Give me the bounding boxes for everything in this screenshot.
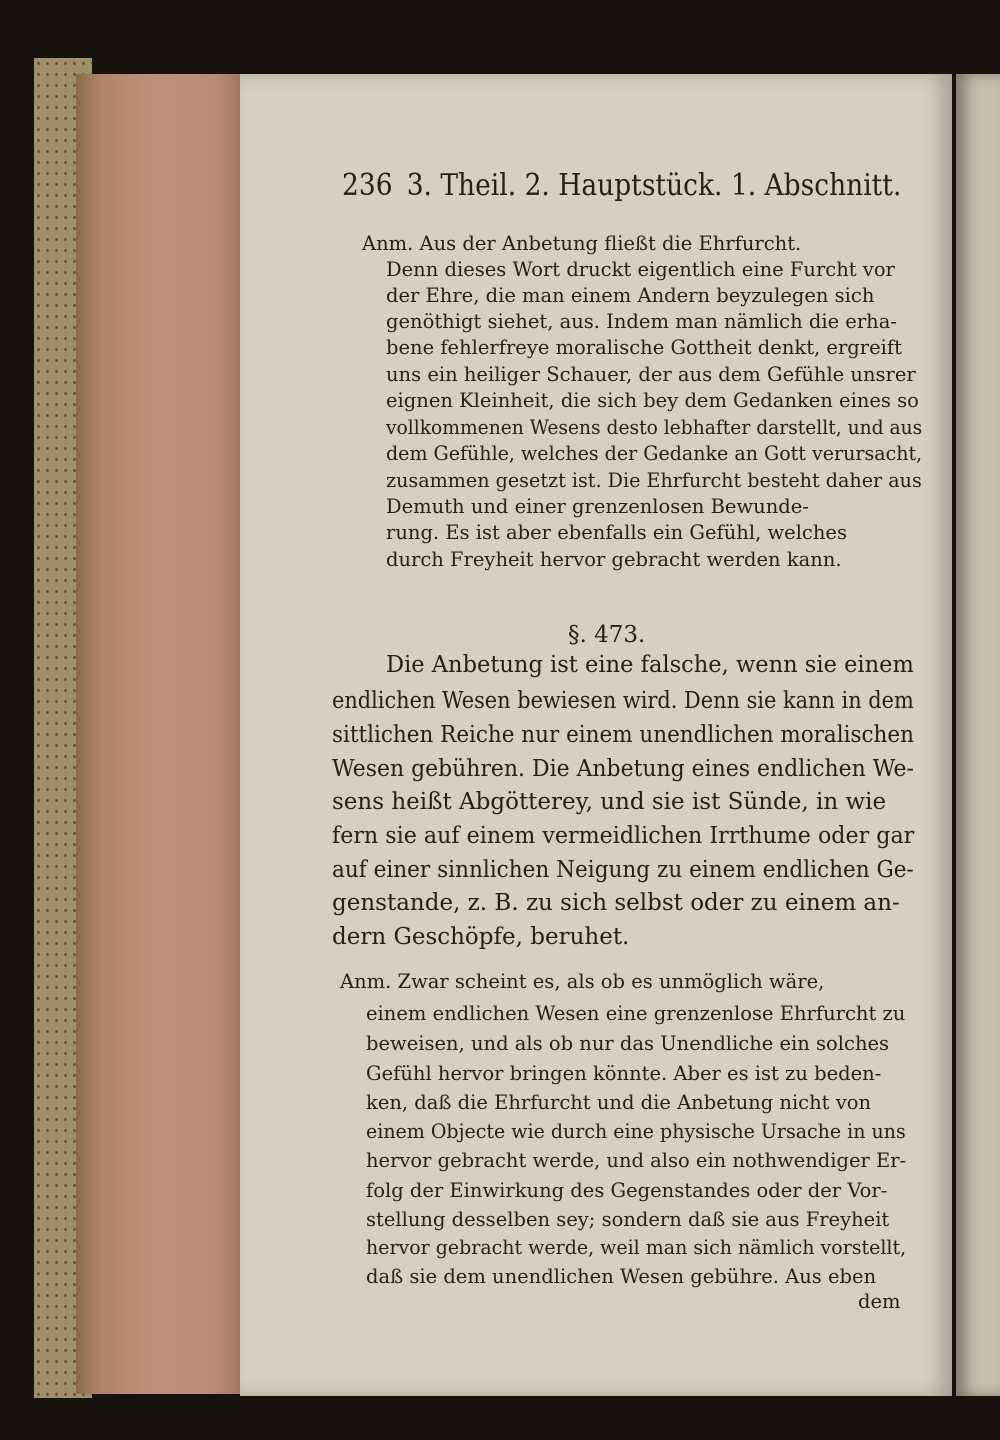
- annotation-line: bene fehlerfreye moralische Gottheit denkt, ergreift: [386, 336, 902, 359]
- page-block-edge: [76, 74, 244, 1394]
- annotation-line: Anm. Zwar scheint es, als ob es unmöglich wäre,: [340, 970, 825, 993]
- annotation-line: folg der Einwirkung des Gegenstandes oder der Vor-: [366, 1179, 888, 1202]
- body-line: dern Geschöpfe, beruhet.: [332, 924, 630, 950]
- annotation-line: einem endlichen Wesen eine grenzenlose Ehrfurcht zu: [366, 1002, 906, 1025]
- annotation-line: beweisen, und als ob nur das Unendliche ein solches: [366, 1032, 890, 1055]
- body-line: genstande, z. B. zu sich selbst oder zu einem an-: [332, 890, 900, 916]
- annotation-line: dem Gefühle, welches der Gedanke an Gott verursacht,: [386, 442, 923, 465]
- annotation-line: vollkommenen Wesens desto lebhafter darstellt, und aus: [386, 416, 923, 439]
- annotation-line: stellung desselben sey; sondern daß sie aus Freyheit: [366, 1208, 890, 1231]
- annotation-line: durch Freyheit hervor gebracht werden kann.: [386, 548, 842, 571]
- body-line: Die Anbetung ist eine falsche, wenn sie einem: [386, 652, 914, 678]
- body-line: auf einer sinnlichen Neigung zu einem endlichen Ge-: [332, 857, 914, 883]
- page-number: 236: [342, 168, 393, 203]
- catchword: dem: [858, 1290, 901, 1313]
- annotation-line: uns ein heiliger Schauer, der aus dem Gefühle unsrer: [386, 363, 916, 386]
- body-line: sittlichen Reiche nur einem unendlichen moralischen: [332, 722, 914, 748]
- annotation-line: daß sie dem unendlichen Wesen gebühre. Aus eben: [366, 1265, 877, 1288]
- running-header: [342, 168, 902, 203]
- body-line: fern sie auf einem vermeidlichen Irrthume oder gar: [332, 823, 915, 849]
- annotation-line: rung. Es ist aber ebenfalls ein Gefühl, welches: [386, 521, 847, 544]
- annotation-line: Gefühl hervor bringen könnte. Aber es ist zu beden-: [366, 1062, 882, 1085]
- body-line: Wesen gebühren. Die Anbetung eines endlichen We-: [332, 756, 914, 782]
- facing-page-edge: [956, 74, 1000, 1396]
- annotation-line: ken, daß die Ehrfurcht und die Anbetung nicht von: [366, 1091, 872, 1114]
- annotation-line: hervor gebracht werde, weil man sich nämlich vorstellt,: [366, 1236, 907, 1259]
- annotation-line: zusammen gesetzt ist. Die Ehrfurcht besteht daher aus: [386, 469, 922, 492]
- annotation-line: der Ehre, die man einem Andern beyzulegen sich: [386, 284, 875, 307]
- annotation-line: genöthigt siehet, aus. Indem man nämlich die erha-: [386, 310, 897, 333]
- annotation-line: eignen Kleinheit, die sich bey dem Gedanken eines so: [386, 389, 919, 412]
- annotation-line: hervor gebracht werde, und also ein nothwendiger Er-: [366, 1149, 907, 1172]
- body-line: endlichen Wesen bewiesen wird. Denn sie kann in dem: [332, 688, 914, 714]
- annotation-line: Denn dieses Wort druckt eigentlich eine Furcht vor: [386, 258, 895, 281]
- section-heading: §. 473.: [568, 622, 646, 648]
- annotation-line: Demuth und einer grenzenlosen Bewunde-: [386, 495, 809, 518]
- annotation-line: einem Objecte wie durch eine physische Ursache in uns: [366, 1120, 906, 1143]
- body-line: sens heißt Abgötterey, und sie ist Sünde, in wie: [332, 789, 887, 815]
- annotation-line: Anm. Aus der Anbetung fließt die Ehrfurcht.: [362, 232, 802, 255]
- running-title: 3. Theil. 2. Hauptstück. 1. Abschnitt.: [406, 168, 902, 203]
